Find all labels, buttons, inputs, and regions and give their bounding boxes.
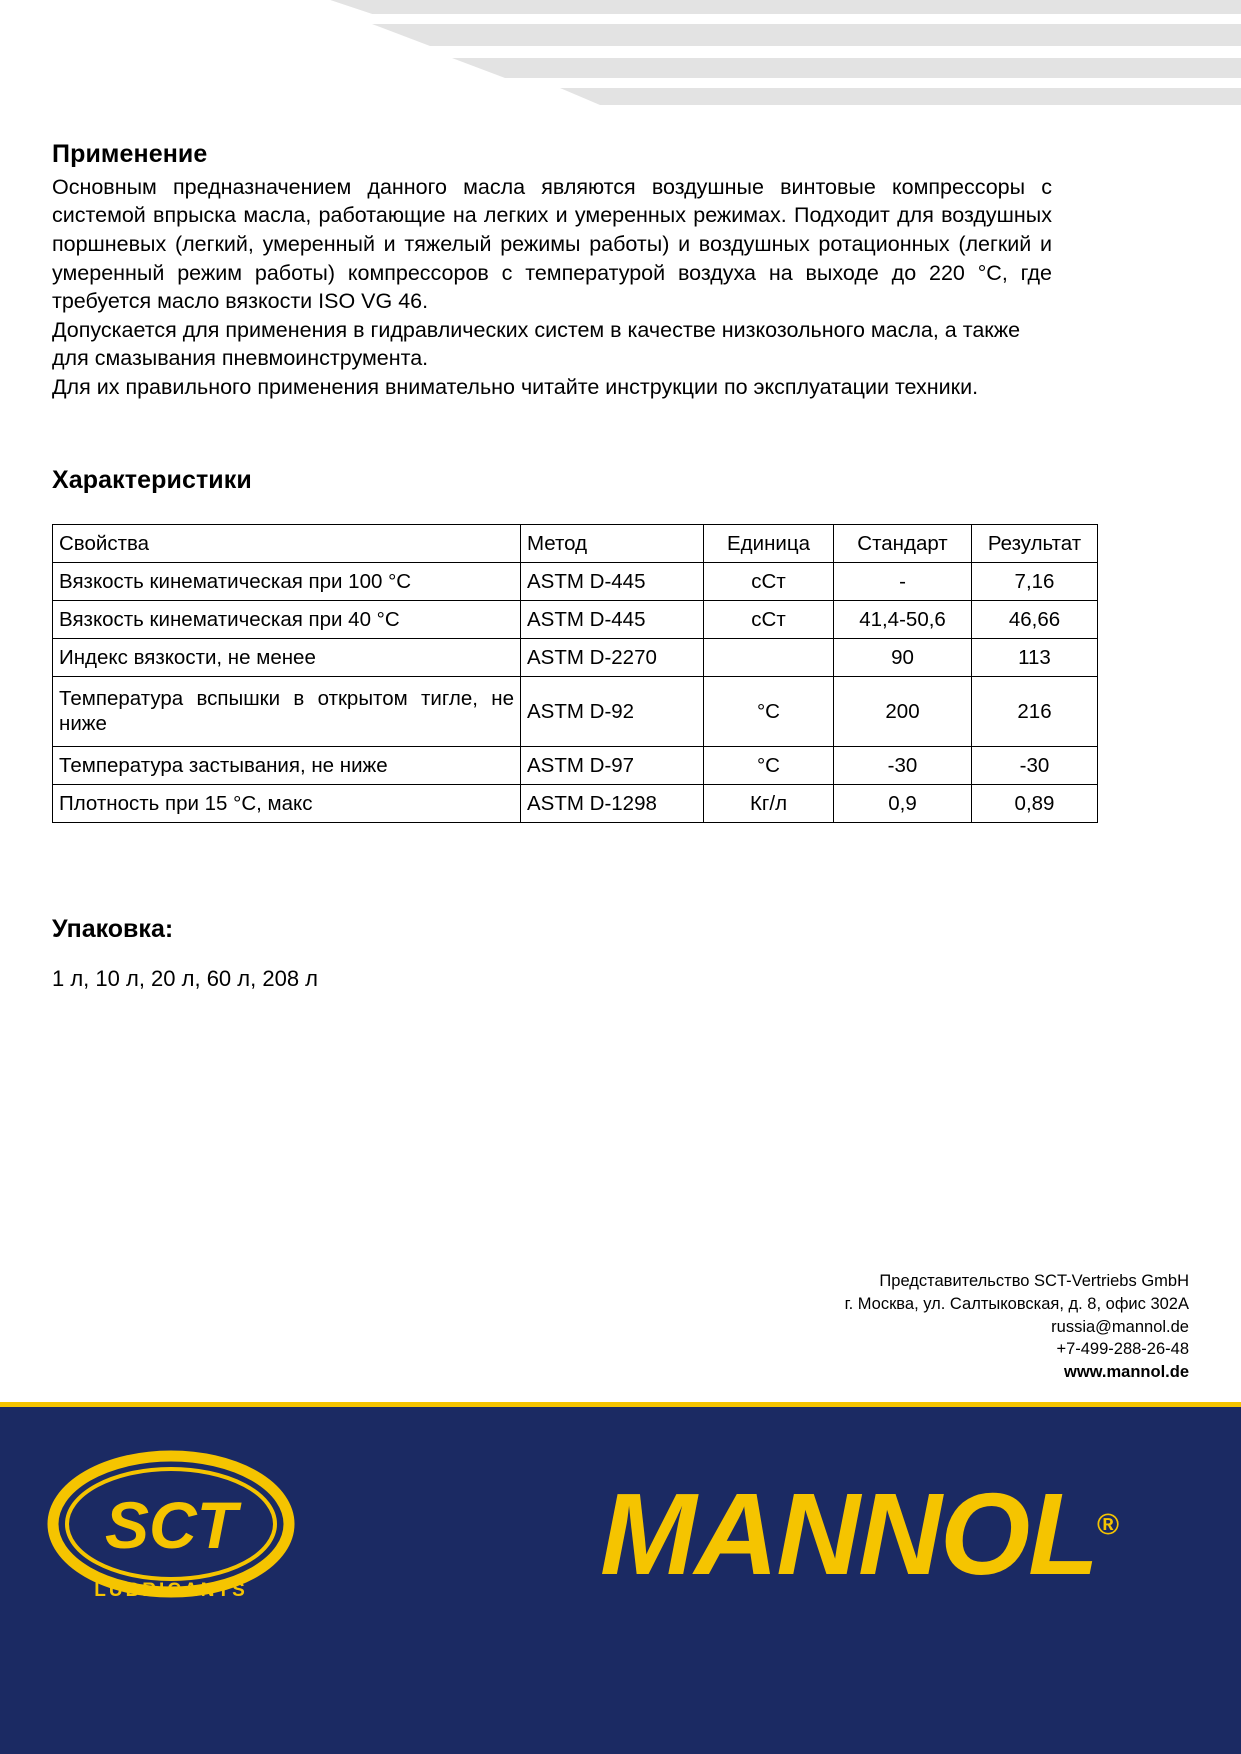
specifications-table <box>52 524 1098 823</box>
cell-method: ASTM D-1298 <box>521 785 704 823</box>
mannol-wordmark <box>600 1469 1120 1599</box>
header-decoration <box>0 0 1241 105</box>
application-paragraph-3: Для их правильного применения внимательно читайте инструкции по эксплуатации техники. <box>52 374 979 399</box>
cell-unit: Кг/л <box>704 785 834 823</box>
cell-method: ASTM D-92 <box>521 677 704 747</box>
footer-address-line: г. Москва, ул. Салтыковская, д. 8, офис 302A <box>844 1294 1189 1313</box>
column-header-property: Свойства <box>53 525 521 563</box>
cell-method: ASTM D-2270 <box>521 639 704 677</box>
cell-result: 113 <box>972 639 1098 677</box>
registered-trademark-icon: ® <box>1097 1508 1120 1542</box>
packaging-heading: Упаковка: <box>52 915 174 944</box>
table-header-row <box>53 525 1098 563</box>
cell-unit: cСт <box>704 563 834 601</box>
cell-property: Вязкость кинематическая при 40 °C <box>53 601 521 639</box>
application-paragraph-2: Допускается для применения в гидравлических систем в качестве низкозольного масла, а также для смазывания пневмоинструмента. <box>52 317 1021 371</box>
cell-standard: 0,9 <box>834 785 972 823</box>
spacer <box>52 498 1052 524</box>
application-paragraph-1: Основным предназначением данного масла являются воздушные винтовые компрессоры с системой впрыска масла, работающие на легких и умеренных режимах. Подходит для воздушных поршневых (легкий, умеренный и тяжелый режимы работы) и воздушных ротационных (легкий и умеренный режим работы) компрессоров с температурой воздуха на выходе до 220 °C, где требуется масло вязкости ISO VG 46. <box>52 174 1052 314</box>
column-header-standard: Стандарт <box>834 525 972 563</box>
specifications-heading: Характеристики <box>52 465 252 494</box>
column-header-unit: Единица <box>704 525 834 563</box>
cell-method: ASTM D-445 <box>521 563 704 601</box>
cell-property: Температура вспышки в открытом тигле, не ниже <box>53 677 521 747</box>
cell-property: Вязкость кинематическая при 100 °C <box>53 563 521 601</box>
svg-text:SCT: SCT <box>105 1488 237 1562</box>
cell-property: Температура застывания, не ниже <box>53 747 521 785</box>
table-row <box>53 785 1098 823</box>
mannol-wordmark-text: MANNOL <box>600 1469 1098 1599</box>
cell-property: Индекс вязкости, не менее <box>53 639 521 677</box>
cell-standard: - <box>834 563 972 601</box>
table-row <box>53 747 1098 785</box>
column-header-method: Метод <box>521 525 704 563</box>
sct-lubricants-logo <box>46 1446 296 1614</box>
cell-standard: 41,4-50,6 <box>834 601 972 639</box>
spacer <box>52 823 1052 915</box>
footer-phone[interactable]: +7-499-288-26-48 <box>1056 1340 1189 1359</box>
document-content <box>52 140 1082 992</box>
packaging-sizes: 1 л, 10 л, 20 л, 60 л, 208 л <box>52 966 318 992</box>
cell-result: 216 <box>972 677 1098 747</box>
footer-contact-block <box>669 1270 1189 1384</box>
cell-unit: °C <box>704 747 834 785</box>
table-row <box>53 601 1098 639</box>
footer-company: Представительство SCT-Vertriebs GmbH <box>879 1272 1189 1290</box>
cell-unit <box>704 639 834 677</box>
cell-property: Плотность при 15 °C, макс <box>53 785 521 823</box>
cell-result: 0,89 <box>972 785 1098 823</box>
cell-standard: -30 <box>834 747 972 785</box>
cell-result: 7,16 <box>972 563 1098 601</box>
table-row <box>53 677 1098 747</box>
cell-result: -30 <box>972 747 1098 785</box>
application-heading: Применение <box>52 140 208 168</box>
cell-standard: 90 <box>834 639 972 677</box>
column-header-result: Результат <box>972 525 1098 563</box>
cell-result: 46,66 <box>972 601 1098 639</box>
accent-divider <box>0 1402 1241 1407</box>
cell-method: ASTM D-445 <box>521 601 704 639</box>
table-row <box>53 639 1098 677</box>
cell-method: ASTM D-97 <box>521 747 704 785</box>
cell-unit: °C <box>704 677 834 747</box>
spacer <box>52 402 1052 466</box>
footer-website[interactable]: www.mannol.de <box>1064 1363 1189 1382</box>
table-row <box>53 563 1098 601</box>
brand-footer-band <box>0 1402 1241 1754</box>
footer-email[interactable]: russia@mannol.de <box>1051 1317 1189 1336</box>
cell-standard: 200 <box>834 677 972 747</box>
svg-text:LUBRICANTS: LUBRICANTS <box>94 1580 248 1601</box>
cell-unit: cСт <box>704 601 834 639</box>
